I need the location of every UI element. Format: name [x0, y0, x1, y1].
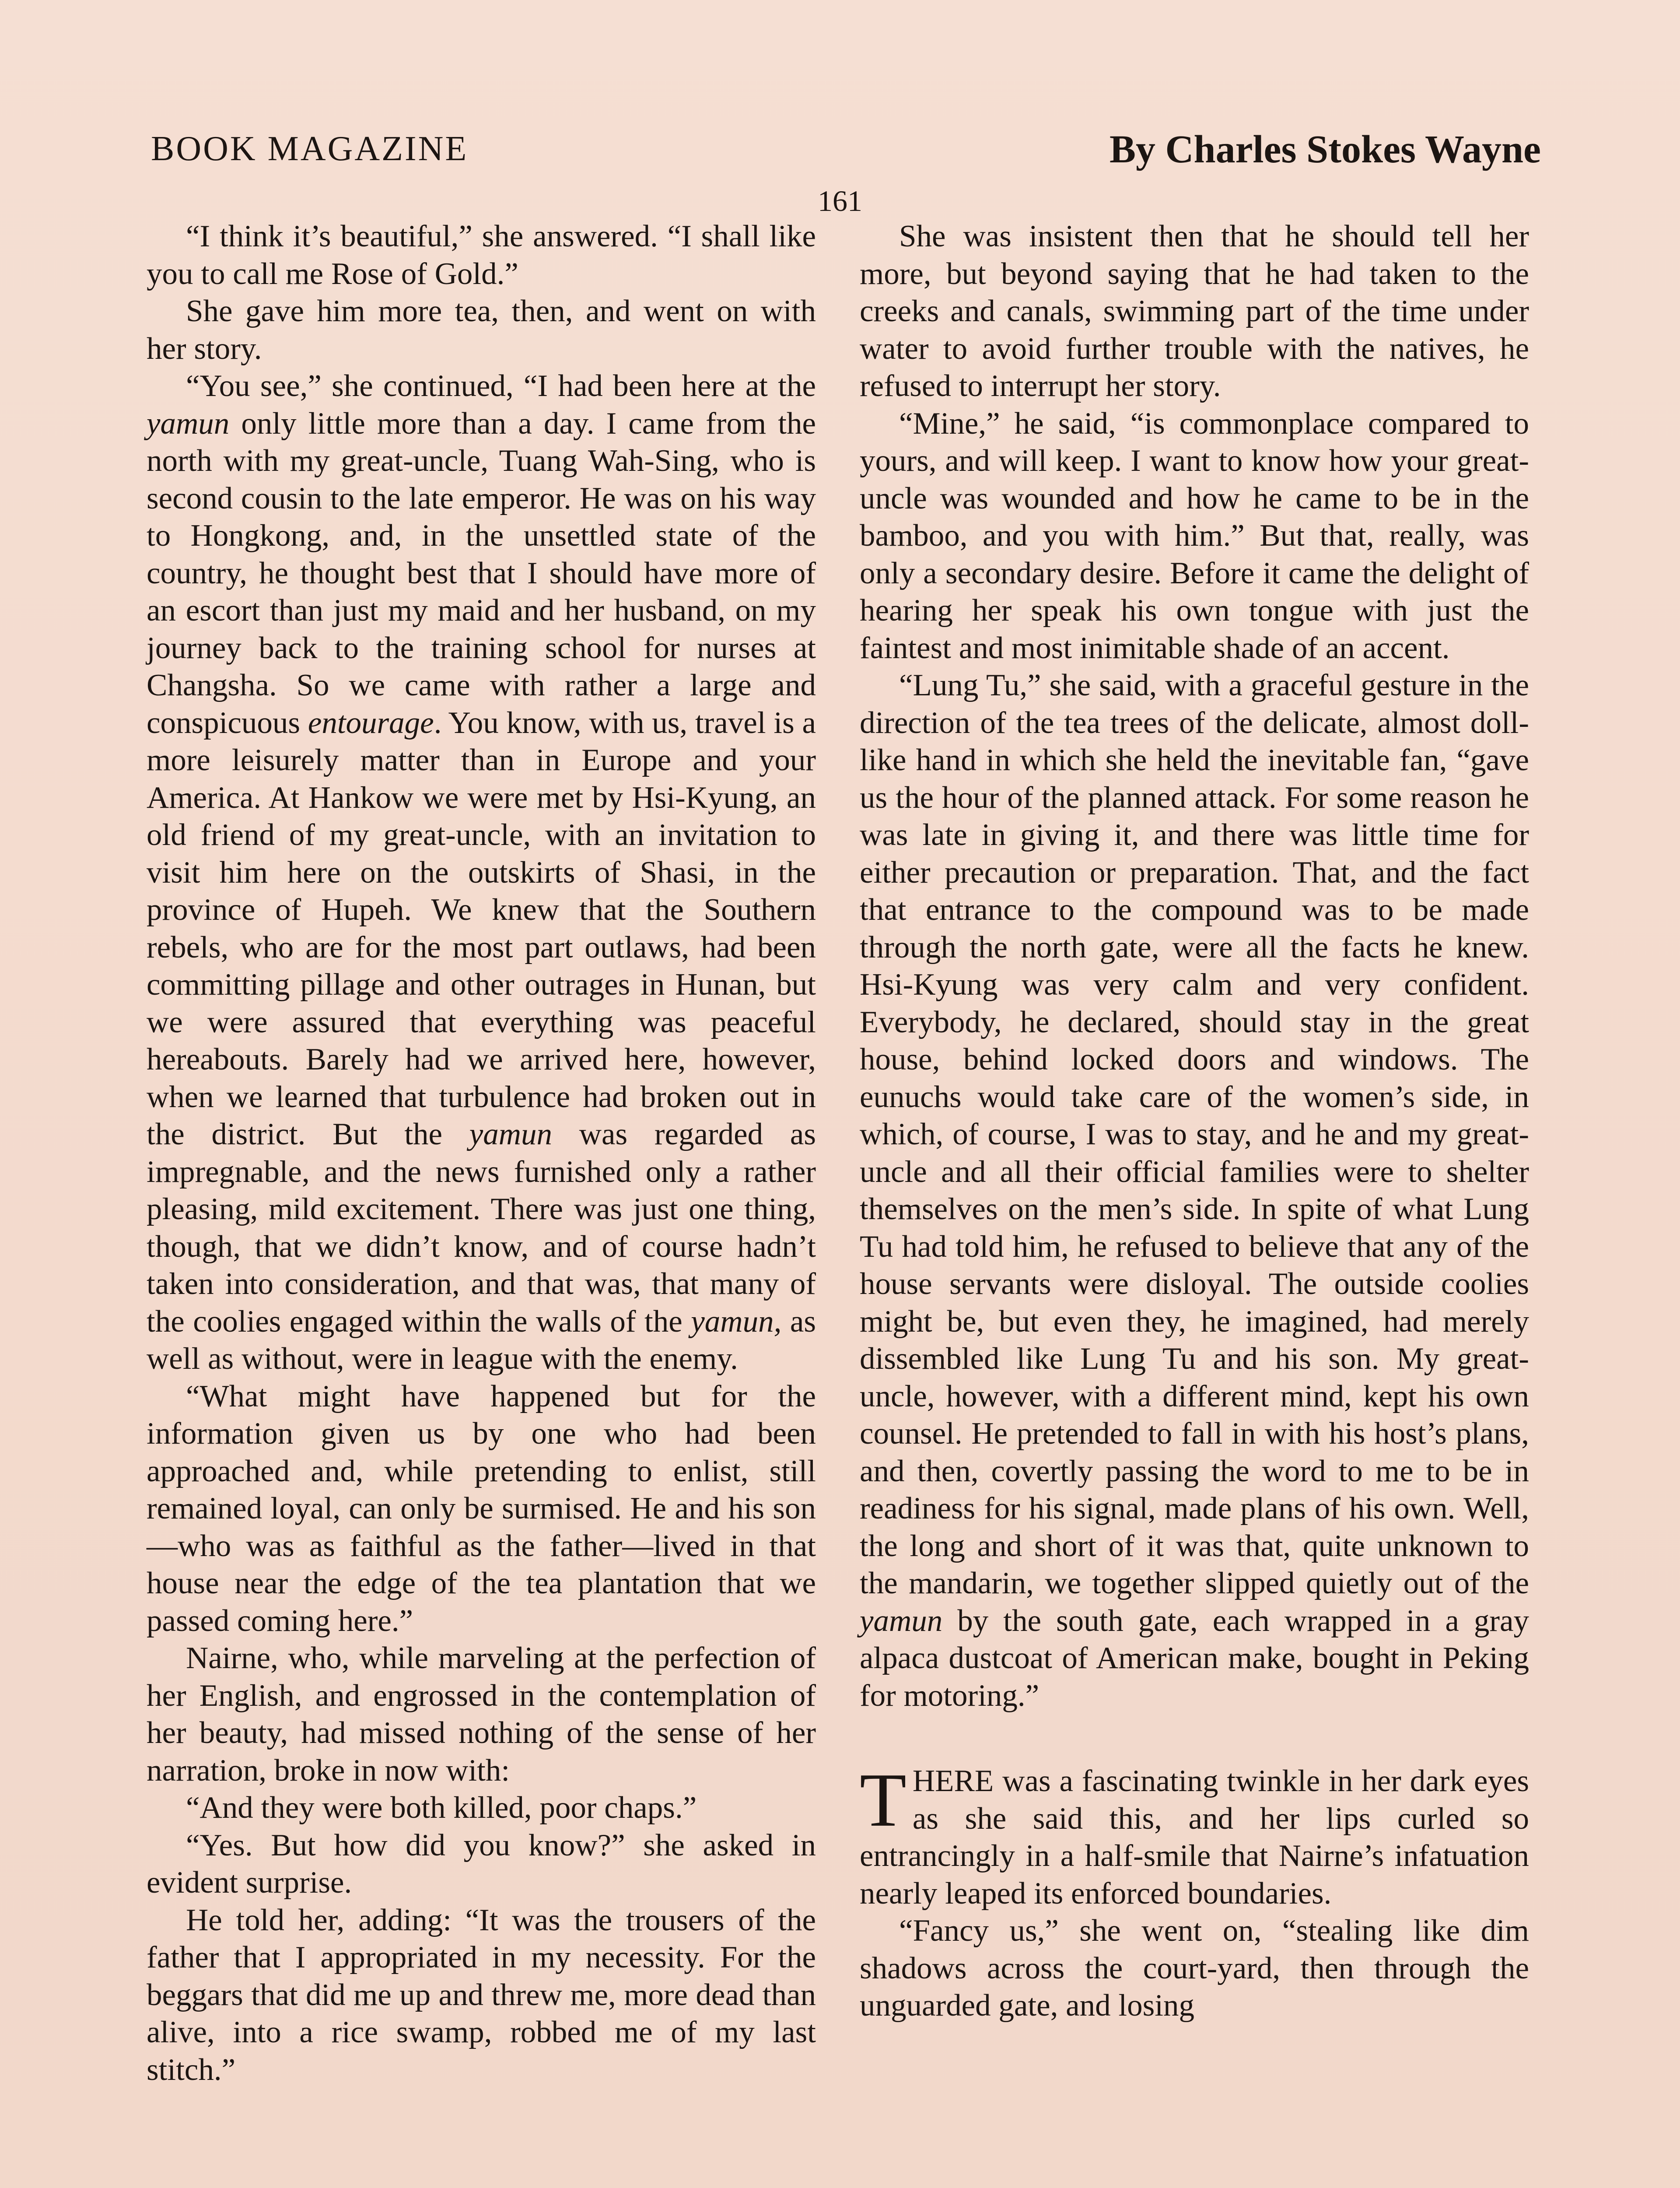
- section-paragraph: [860, 1757, 1529, 1912]
- right-column: [860, 218, 1529, 2025]
- paragraph: “Mine,” he said, “is commonplace compared to yours, and will keep. I want to know how your great-uncle was wounded and how he came to be in the bamboo, and you with him.” But that, really, was only a secondary desire. Before it came the delight of hearing her speak his own tongue with just the faintest and most inimitable shade of an accent.: [860, 406, 1529, 665]
- paragraph: [147, 368, 816, 1378]
- paragraph: “Yes. But how did you know?” she asked in evident surprise.: [147, 1828, 816, 1900]
- author-byline: By Charles Stokes Wayne: [1110, 128, 1541, 171]
- text-run: by the south gate, each wrapped in a gray alpaca dustcoat of American make, bought in Peking for motoring.”: [860, 1603, 1529, 1713]
- italic-term: yamun: [860, 1603, 943, 1638]
- paragraph: She gave him more tea, then, and went on with her story.: [147, 294, 816, 366]
- text-run: as well as without, were in league with the enemy.: [147, 1304, 816, 1376]
- italic-term: yamun,: [691, 1304, 782, 1339]
- paragraph: Nairne, who, while marveling at the perfection of her English, and engrossed in the contemplation of her beauty, had missed nothing of the sense of her narration, broke in now with:: [147, 1641, 816, 1788]
- paragraph: “I think it’s beautiful,” she answered. “I shall like you to call me Rose of Gold.”: [147, 219, 816, 291]
- text-run: “Lung Tu,” she said, with a graceful gesture in the direction of the tea trees of the delicate, almost doll-like hand in which she held the inevitable fan, “gave us the hour of the planned attack. For some reason he was late in giving it, and there was little time for either precaution or preparation. That, and the fact that entrance to the compound was to be made through the north gate, were all the facts he knew. Hsi-Kyung was very calm and very confident. Everybody, he declared, should stay in the great house, behind locked doors and windows. The eunuchs would take care of the women’s side, in which, of course, I was to stay, and he and my great-uncle and all their official families were to shelter themselves on the men’s side. In spite of what Lung Tu had told him, he refused to believe that any of the house servants were disloyal. The outside coolies might be, but even they, he imagined, had merely dissembled like Lung Tu and his son. My great-uncle, however, with a different mind, kept his own counsel. He pretended to fall in with his host’s plans, and then, covertly passing the word to me to be in readiness for his signal, made plans of his own. Well, the long and short of it was that, quite unknown to the mandarin, we together slipped quietly out of the: [860, 668, 1529, 1600]
- italic-term: entourage: [308, 705, 434, 740]
- paragraph: “And they were both killed, poor chaps.”: [186, 1791, 697, 1825]
- paragraph: “What might have happened but for the information given us by one who had been approached and, while pretending to enlist, still remained loyal, can only be surmised. He and his son—who was as faithful as the father—lived in that house near the edge of the tea plantation that we passed coming here.”: [147, 1379, 816, 1638]
- italic-term: yamun: [469, 1117, 553, 1151]
- paragraph: “Fancy us,” she went on, “stealing like dim shadows across the court-yard, then through the unguarded gate, and losing: [860, 1914, 1529, 2023]
- paragraph: She was insistent then that he should tell her more, but beyond saying that he had taken to the creeks and canals, swimming part of the time under water to avoid further trouble with the natives, he refused to interrupt her story.: [860, 219, 1529, 403]
- text-run: . You know, with us, travel is a more leisurely matter than in Europe and your America. At Hankow we were met by Hsi-Kyung, an old friend of my great-uncle, with an invitation to visit him here on the outskirts of Shasi, in the province of Hupeh. We knew that the Southern rebels, who are for the most part outlaws, had been committing pillage and other outrages in Hunan, but we were assured that everything was peaceful hereabouts. Barely had we arrived here, however, when we learned that turbulence had broken out in the district. But the: [147, 705, 816, 1151]
- text-run: “You see,” she continued, “I had been here at the: [186, 369, 816, 403]
- left-column: [147, 218, 816, 2089]
- drop-cap: T: [860, 1757, 906, 1842]
- magazine-title: BOOK MAGAZINE: [151, 130, 469, 168]
- text-run: was regarded as impregnable, and the news furnished only a rather pleasing, mild excitement. There was just one thing, though, that we didn’t know, and of course hadn’t taken into consideration, and that was, that many of the coolies engaged within the walls of the: [147, 1117, 816, 1339]
- text-run: HERE was a fascinating twinkle in her dark eyes as she said this, and her lips curled so entrancingly in a half-smile that Nairne’s infatuation nearly leaped its enforced boundaries.: [860, 1764, 1529, 1911]
- italic-term: yamun: [147, 406, 230, 441]
- paragraph: He told her, adding: “It was the trousers of the father that I appropriated in my necessity. For the beggars that did me up and threw me, more dead than alive, into a rice swamp, robbed me of my last stitch.”: [147, 1903, 816, 2087]
- text-run: only little more than a day. I came from the north with my great-uncle, Tuang Wah-Sing, who is second cousin to the late emperor. He was on his way to Hongkong, and, in the unsettled state of the country, he thought best that I should have more of an escort than just my maid and her husband, on my journey back to the training school for nurses at Changsha. So we came with rather a large and conspicuous: [147, 406, 816, 740]
- page-number: 161: [818, 184, 862, 217]
- paragraph: [860, 667, 1529, 1715]
